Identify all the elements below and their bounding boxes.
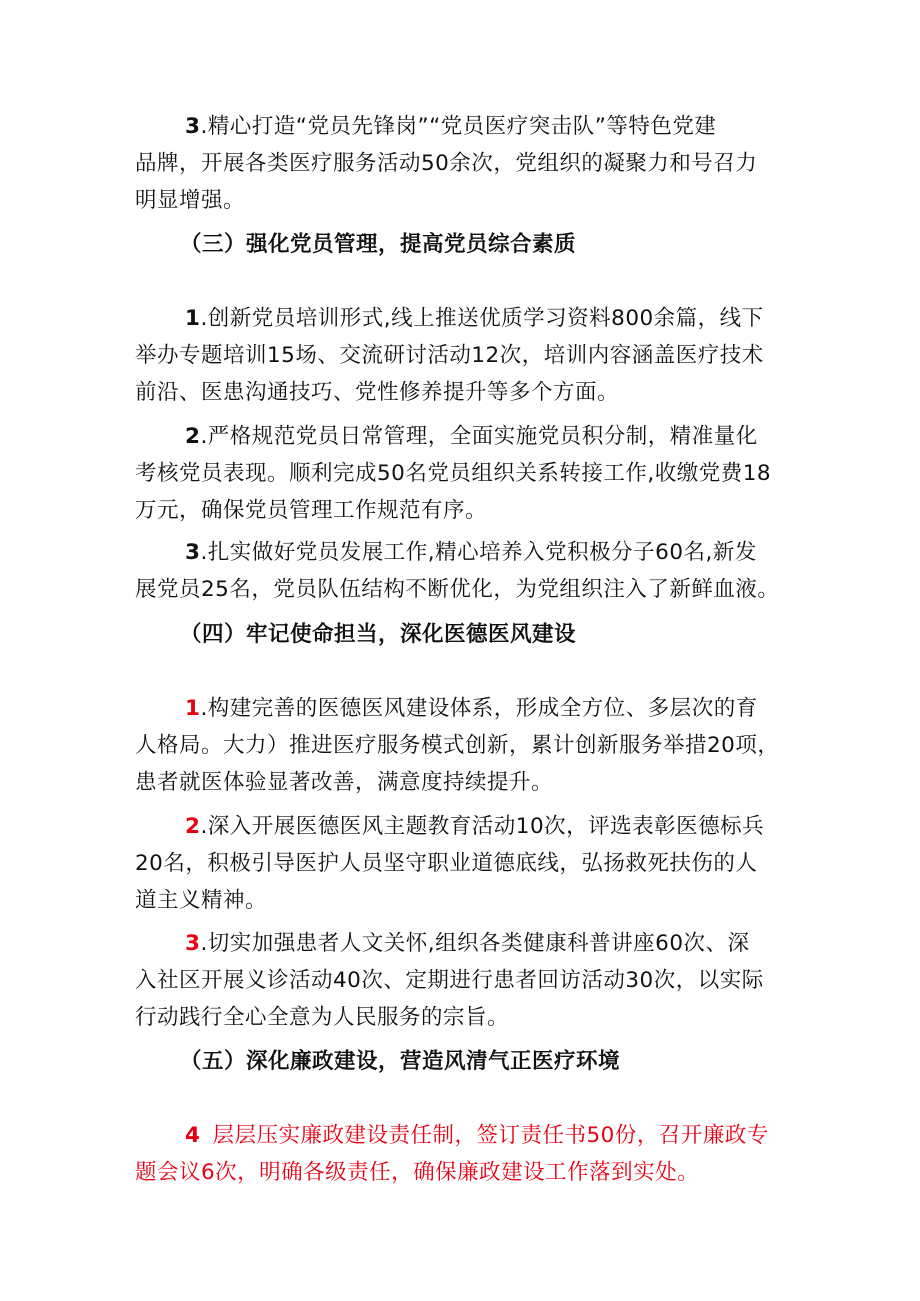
paragraph-item (135, 108, 795, 219)
paragraph-line (135, 534, 795, 571)
paragraph-text: .深入开展医德医风主题教育活动10次，评选表彰医德标兵 (200, 814, 765, 839)
section-heading: （三）强化党员管理，提高党员综合素质 (180, 232, 577, 257)
paragraph-line: 万元，确保党员管理工作规范有序。 (135, 498, 488, 523)
item-number: 3 (185, 114, 201, 139)
paragraph-text: .创新党员培训形式,线上推送优质学习资料800余篇，线下 (200, 306, 764, 331)
paragraph-item (135, 534, 795, 608)
paragraph-line: 题会议6次，明确各级责任，确保廉政建设工作落到实处。 (135, 1160, 700, 1185)
item-number: 4 (185, 1123, 201, 1148)
paragraph-line (135, 300, 795, 337)
paragraph-line: 明显增强。 (135, 188, 246, 213)
paragraph-line: 入社区开展义诊活动40次、定期进行患者回访活动30次，以实际 (135, 968, 764, 993)
paragraph-line (135, 1117, 795, 1154)
paragraph-item (135, 418, 795, 529)
paragraph-text: 层层压实廉政建设责任制，签订责任书50份，召开廉政专 (212, 1123, 769, 1148)
paragraph-text: .构建完善的医德医风建设体系，形成全方位、多层次的育 (200, 696, 758, 721)
paragraph-text: .切实加强患者人文关怀,组织各类健康科普讲座60次、深 (200, 931, 750, 956)
item-number: 1 (185, 306, 201, 331)
item-number: 3 (185, 931, 201, 956)
paragraph-line: 考核党员表现。顺利完成50名党员组织关系转接工作,收缴党费18 (135, 461, 772, 486)
paragraph-item (135, 300, 795, 411)
section-heading: （五）深化廉政建设，营造风清气正医疗环境 (180, 1049, 621, 1074)
paragraph-line: 20名，积极引导医护人员坚守职业道德底线，弘扬救死扶伤的人 (135, 851, 758, 876)
item-number: 2 (185, 424, 201, 449)
item-number: 1 (185, 696, 201, 721)
paragraph-line (135, 925, 795, 962)
paragraph-line (135, 108, 795, 145)
paragraph-text: .扎实做好党员发展工作,精心培养入党积极分子60名,新发 (200, 540, 757, 565)
paragraph-line: 品牌，开展各类医疗服务活动50余次，党组织的凝聚力和号召力 (135, 151, 758, 176)
paragraph-text: .严格规范党员日常管理，全面实施党员积分制，精准量化 (200, 424, 758, 449)
paragraph-text: .精心打造“党员先锋岗”“党员医疗突击队”等特色党建 (200, 114, 717, 139)
paragraph-line: 展党员25名，党员队伍结构不断优化，为党组织注入了新鲜血液。 (135, 577, 780, 602)
paragraph-line: 举办专题培训15场、交流研讨活动12次，培训内容涵盖医疗技术 (135, 343, 764, 368)
paragraph-item (135, 1117, 795, 1191)
item-number: 2 (185, 814, 201, 839)
paragraph-item (135, 690, 795, 801)
paragraph-line: 前沿、医患沟通技巧、党性修养提升等多个方面。 (135, 380, 620, 405)
paragraph-line: 行动践行全心全意为人民服务的宗旨。 (135, 1005, 510, 1030)
paragraph-item (135, 925, 795, 1036)
paragraph-line: 人格局。大力）推进医疗服务模式创新，累计创新服务举措20项， (135, 733, 780, 758)
item-number: 3 (185, 540, 201, 565)
paragraph-line (135, 690, 795, 727)
paragraph-line: 患者就医体验显著改善，满意度持续提升。 (135, 770, 554, 795)
paragraph-line: 道主义精神。 (135, 888, 268, 913)
section-heading: （四）牢记使命担当，深化医德医风建设 (180, 622, 577, 647)
paragraph-line (135, 418, 795, 455)
paragraph-line (135, 808, 795, 845)
paragraph-item (135, 808, 795, 919)
